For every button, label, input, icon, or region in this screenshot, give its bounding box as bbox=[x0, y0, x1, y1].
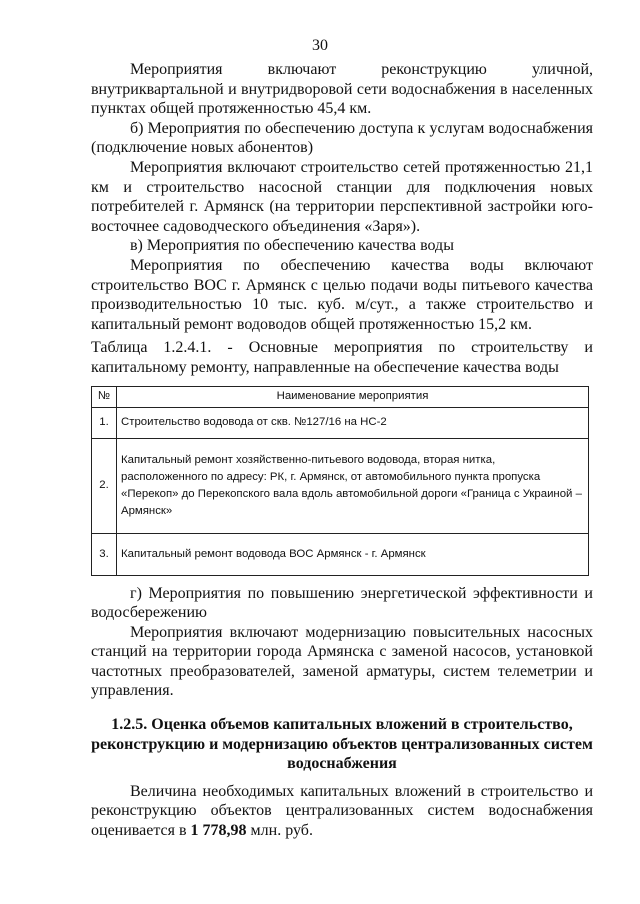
row-name: Капитальный ремонт водовода ВОС Армянск - г. Армянск bbox=[117, 533, 589, 575]
row-name: Капитальный ремонт хозяйственно-питьевого водовода, вторая нитка, расположенного по адресу: РК, г. Армянск, от автомобильного пункта пропуска «Перекоп» до Перекопского вала вдоль автомобильной дороги «Граница с Украиной – Армянск» bbox=[117, 438, 589, 533]
paragraph-quality-heading: в) Мероприятия по обеспечению качества воды bbox=[130, 237, 454, 255]
document-body bbox=[91, 60, 593, 841]
paragraph-efficiency-heading: г) Мероприятия по повышению энергетической эффективности и водосбережению bbox=[91, 584, 593, 622]
paragraph-new-networks: Мероприятия включают строительство сетей протяженностью 21,1 км и строительство насосной станции для подключения новых потребителей г. Армянск (на территории перспективной застройки юго-восточнее садоводческого объединения «Заря»). bbox=[91, 158, 593, 235]
section-heading: 1.2.5. Оценка объемов капитальных вложений в строительство, реконструкцию и модернизацию объектов централизованных систем водоснабжения bbox=[91, 716, 593, 773]
table-row bbox=[92, 407, 589, 438]
paragraph-investment bbox=[91, 782, 593, 841]
investment-suffix: млн. руб. bbox=[246, 822, 313, 840]
column-header-name: Наименование мероприятия bbox=[117, 386, 589, 407]
column-header-number: № bbox=[92, 386, 117, 407]
table-row bbox=[92, 533, 589, 575]
investment-amount: 1 778,98 bbox=[190, 822, 247, 840]
paragraph-network-reconstruction: Мероприятия включают реконструкцию уличной, внутриквартальной и внутридворовой сети водоснабжения в населенных пунктах общей протяженностью 45,4 км. bbox=[91, 61, 593, 118]
row-number: 3. bbox=[92, 533, 117, 575]
investment-prefix: Величина необходимых капитальных вложений в строительство и реконструкцию объектов централизованных систем водоснабжения оценивается в bbox=[91, 782, 593, 840]
measures-table bbox=[91, 386, 589, 576]
paragraph-access-heading: б) Мероприятия по обеспечению доступа к услугам водоснабжения (подключение новых абонентов) bbox=[91, 119, 593, 157]
paragraph-efficiency-measures: Мероприятия включают модернизацию повысительных насосных станций на территории города Армянска с заменой насосов, установкой частотных преобразователей, заменой арматуры, систем телеметрии и управления. bbox=[91, 623, 593, 700]
table-row bbox=[92, 438, 589, 533]
table-caption: Таблица 1.2.4.1. - Основные мероприятия по строительству и капитальному ремонту, направленные на обеспечение качества воды bbox=[91, 339, 593, 376]
table-header-row bbox=[92, 386, 589, 407]
row-number: 1. bbox=[92, 407, 117, 438]
page-number: 30 bbox=[312, 37, 328, 54]
row-number: 2. bbox=[92, 438, 117, 533]
paragraph-quality-measures: Мероприятия по обеспечению качества воды включают строительство ВОС г. Армянск с целью подачи воды питьевого качества производительностью 10 тыс. куб. м/сут., а также строительство и капитальный ремонт водоводов общей протяженностью 15,2 км. bbox=[91, 256, 593, 333]
row-name: Строительство водовода от скв. №127/16 на НС-2 bbox=[117, 407, 589, 438]
